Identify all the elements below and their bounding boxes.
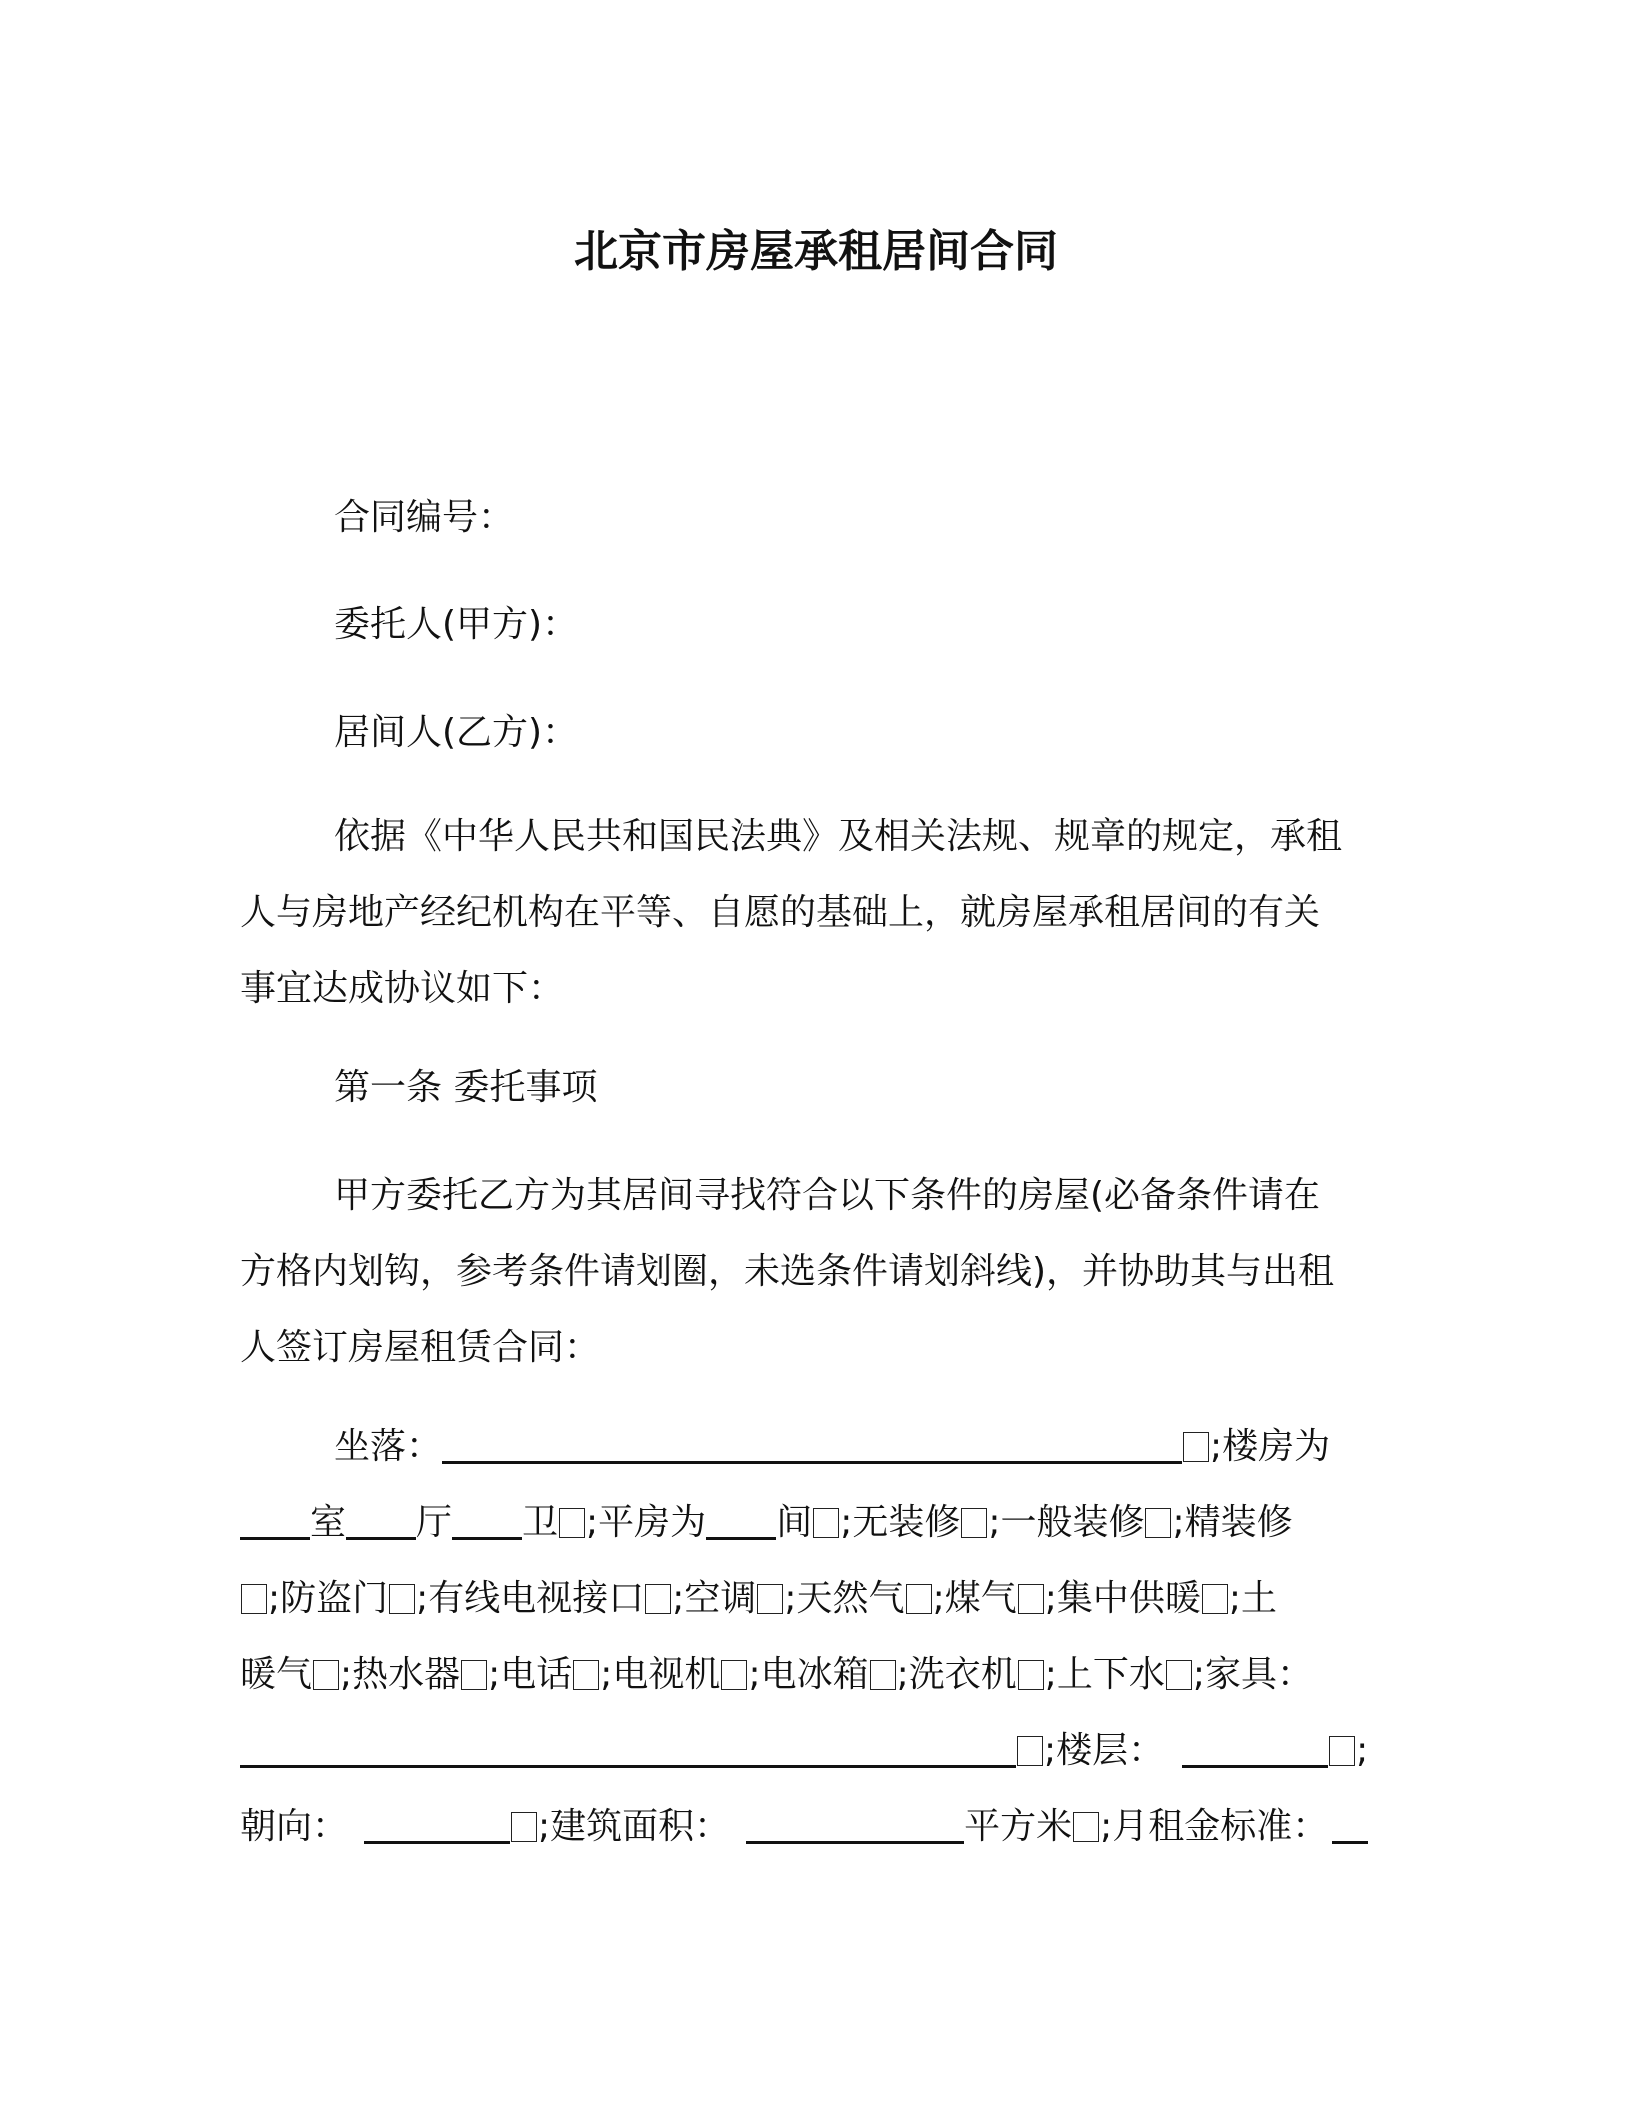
water-heater-checkbox[interactable]	[461, 1660, 487, 1690]
tv-label: ;电视机	[600, 1654, 721, 1695]
article-1-paragraph	[240, 1158, 1380, 1386]
orientation-checkbox[interactable]	[511, 1812, 537, 1842]
layout-checkbox[interactable]	[559, 1508, 585, 1538]
conditions-paragraph	[240, 1409, 1380, 1865]
washer-checkbox[interactable]	[1018, 1660, 1044, 1690]
local-heating-label-1: ;土	[1228, 1578, 1277, 1619]
water-label: ;上下水	[1044, 1654, 1165, 1695]
central-heating-label: ;集中供暖	[1044, 1578, 1201, 1619]
location-blank[interactable]	[442, 1425, 1182, 1464]
intro-paragraph	[240, 799, 1380, 1027]
intro-line-3: 事宜达成协议如下：	[240, 968, 565, 1009]
floor-label: ;楼层：	[1044, 1730, 1165, 1771]
normal-decoration-checkbox[interactable]	[1145, 1508, 1171, 1538]
cable-tv-label: ;有线电视接口	[416, 1578, 645, 1619]
conditions-line-6	[240, 1789, 1380, 1865]
fine-decoration-label: ;精装修	[1172, 1502, 1293, 1543]
contract-number-label: 合同编号：	[334, 497, 515, 538]
conditions-line-1	[240, 1409, 1380, 1485]
conditions-line-5	[240, 1713, 1380, 1789]
natural-gas-checkbox[interactable]	[906, 1584, 932, 1614]
local-heating-label-2: 暖气	[240, 1654, 313, 1695]
local-heating-checkbox[interactable]	[313, 1660, 339, 1690]
room-label: 室	[310, 1502, 347, 1543]
rooms-label: 间	[776, 1502, 813, 1543]
water-heater-label: ;热水器	[340, 1654, 461, 1695]
intro-line-2: 人与房地产经纪机构在平等、自愿的基础上，就房屋承租居间的有关	[240, 892, 1321, 933]
orientation-label: 朝向：	[240, 1806, 349, 1847]
bungalow-checkbox[interactable]	[813, 1508, 839, 1538]
security-door-label: ;防盗门	[268, 1578, 389, 1619]
floor-checkbox[interactable]	[1329, 1736, 1355, 1766]
central-heating-checkbox[interactable]	[1202, 1584, 1228, 1614]
intro-line-1: 依据《中华人民共和国民法典》及相关法规、规章的规定，承租	[334, 816, 1343, 857]
location-label: 坐落：	[334, 1426, 443, 1467]
floor-blank[interactable]	[1182, 1729, 1328, 1768]
normal-decoration-label: ;一般装修	[988, 1502, 1145, 1543]
no-decoration-label: ;无装修	[840, 1502, 961, 1543]
furniture-label: ;家具：	[1192, 1654, 1313, 1695]
orientation-blank[interactable]	[364, 1805, 510, 1844]
washer-label: ;洗衣机	[896, 1654, 1017, 1695]
bath-count-blank[interactable]	[452, 1501, 522, 1540]
hall-count-blank[interactable]	[346, 1501, 416, 1540]
floor-area-blank[interactable]	[746, 1805, 964, 1844]
fridge-checkbox[interactable]	[870, 1660, 896, 1690]
furniture-checkbox[interactable]	[1017, 1736, 1043, 1766]
floor-area-label: ;建筑面积：	[538, 1806, 731, 1847]
telephone-label: ;电话	[488, 1654, 573, 1695]
furniture-blank[interactable]	[240, 1729, 1016, 1768]
conditions-line-2	[240, 1485, 1380, 1561]
coal-gas-label: ;煤气	[932, 1578, 1017, 1619]
floor-area-checkbox[interactable]	[1073, 1812, 1099, 1842]
intermediary-party-label: 居间人(乙方)：	[334, 712, 579, 753]
security-door-checkbox[interactable]	[389, 1584, 415, 1614]
cable-tv-checkbox[interactable]	[645, 1584, 671, 1614]
hall-label: 厅	[416, 1502, 453, 1543]
water-checkbox[interactable]	[1166, 1660, 1192, 1690]
no-decoration-checkbox[interactable]	[961, 1508, 987, 1538]
room-count-blank[interactable]	[240, 1501, 310, 1540]
sqm-label: 平方米	[964, 1806, 1073, 1847]
building-label: ;楼房为	[1210, 1426, 1331, 1467]
air-conditioner-label: ;空调	[672, 1578, 757, 1619]
tv-checkbox[interactable]	[721, 1660, 747, 1690]
location-checkbox[interactable]	[1183, 1432, 1209, 1462]
article-1-line-3: 人签订房屋租赁合同：	[240, 1327, 601, 1368]
bungalow-rooms-blank[interactable]	[706, 1501, 776, 1540]
monthly-rent-blank[interactable]	[1332, 1805, 1368, 1844]
telephone-checkbox[interactable]	[573, 1660, 599, 1690]
air-conditioner-checkbox[interactable]	[757, 1584, 783, 1614]
fine-decoration-checkbox[interactable]	[241, 1584, 267, 1614]
article-1-line-2: 方格内划钩，参考条件请划圈，未选条件请划斜线)，并协助其与出租	[240, 1251, 1335, 1292]
conditions-line-4	[240, 1637, 1380, 1713]
article-1-line-1: 甲方委托乙方为其居间寻找符合以下条件的房屋(必备条件请在	[334, 1175, 1321, 1216]
principal-party-label: 委托人(甲方)：	[334, 604, 579, 645]
natural-gas-label: ;天然气	[784, 1578, 905, 1619]
document-title: 北京市房屋承租居间合同	[574, 226, 1058, 277]
fridge-label: ;电冰箱	[748, 1654, 869, 1695]
coal-gas-checkbox[interactable]	[1018, 1584, 1044, 1614]
article-1-heading	[240, 1050, 1380, 1126]
conditions-line-3	[240, 1561, 1380, 1637]
bath-label: 卫	[522, 1502, 559, 1543]
article-1-heading-text: 第一条 委托事项	[334, 1067, 598, 1108]
floor-end-semicolon: ;	[1356, 1730, 1369, 1771]
bungalow-label: ;平房为	[586, 1502, 707, 1543]
monthly-rent-label: ;月租金标准：	[1100, 1806, 1329, 1847]
